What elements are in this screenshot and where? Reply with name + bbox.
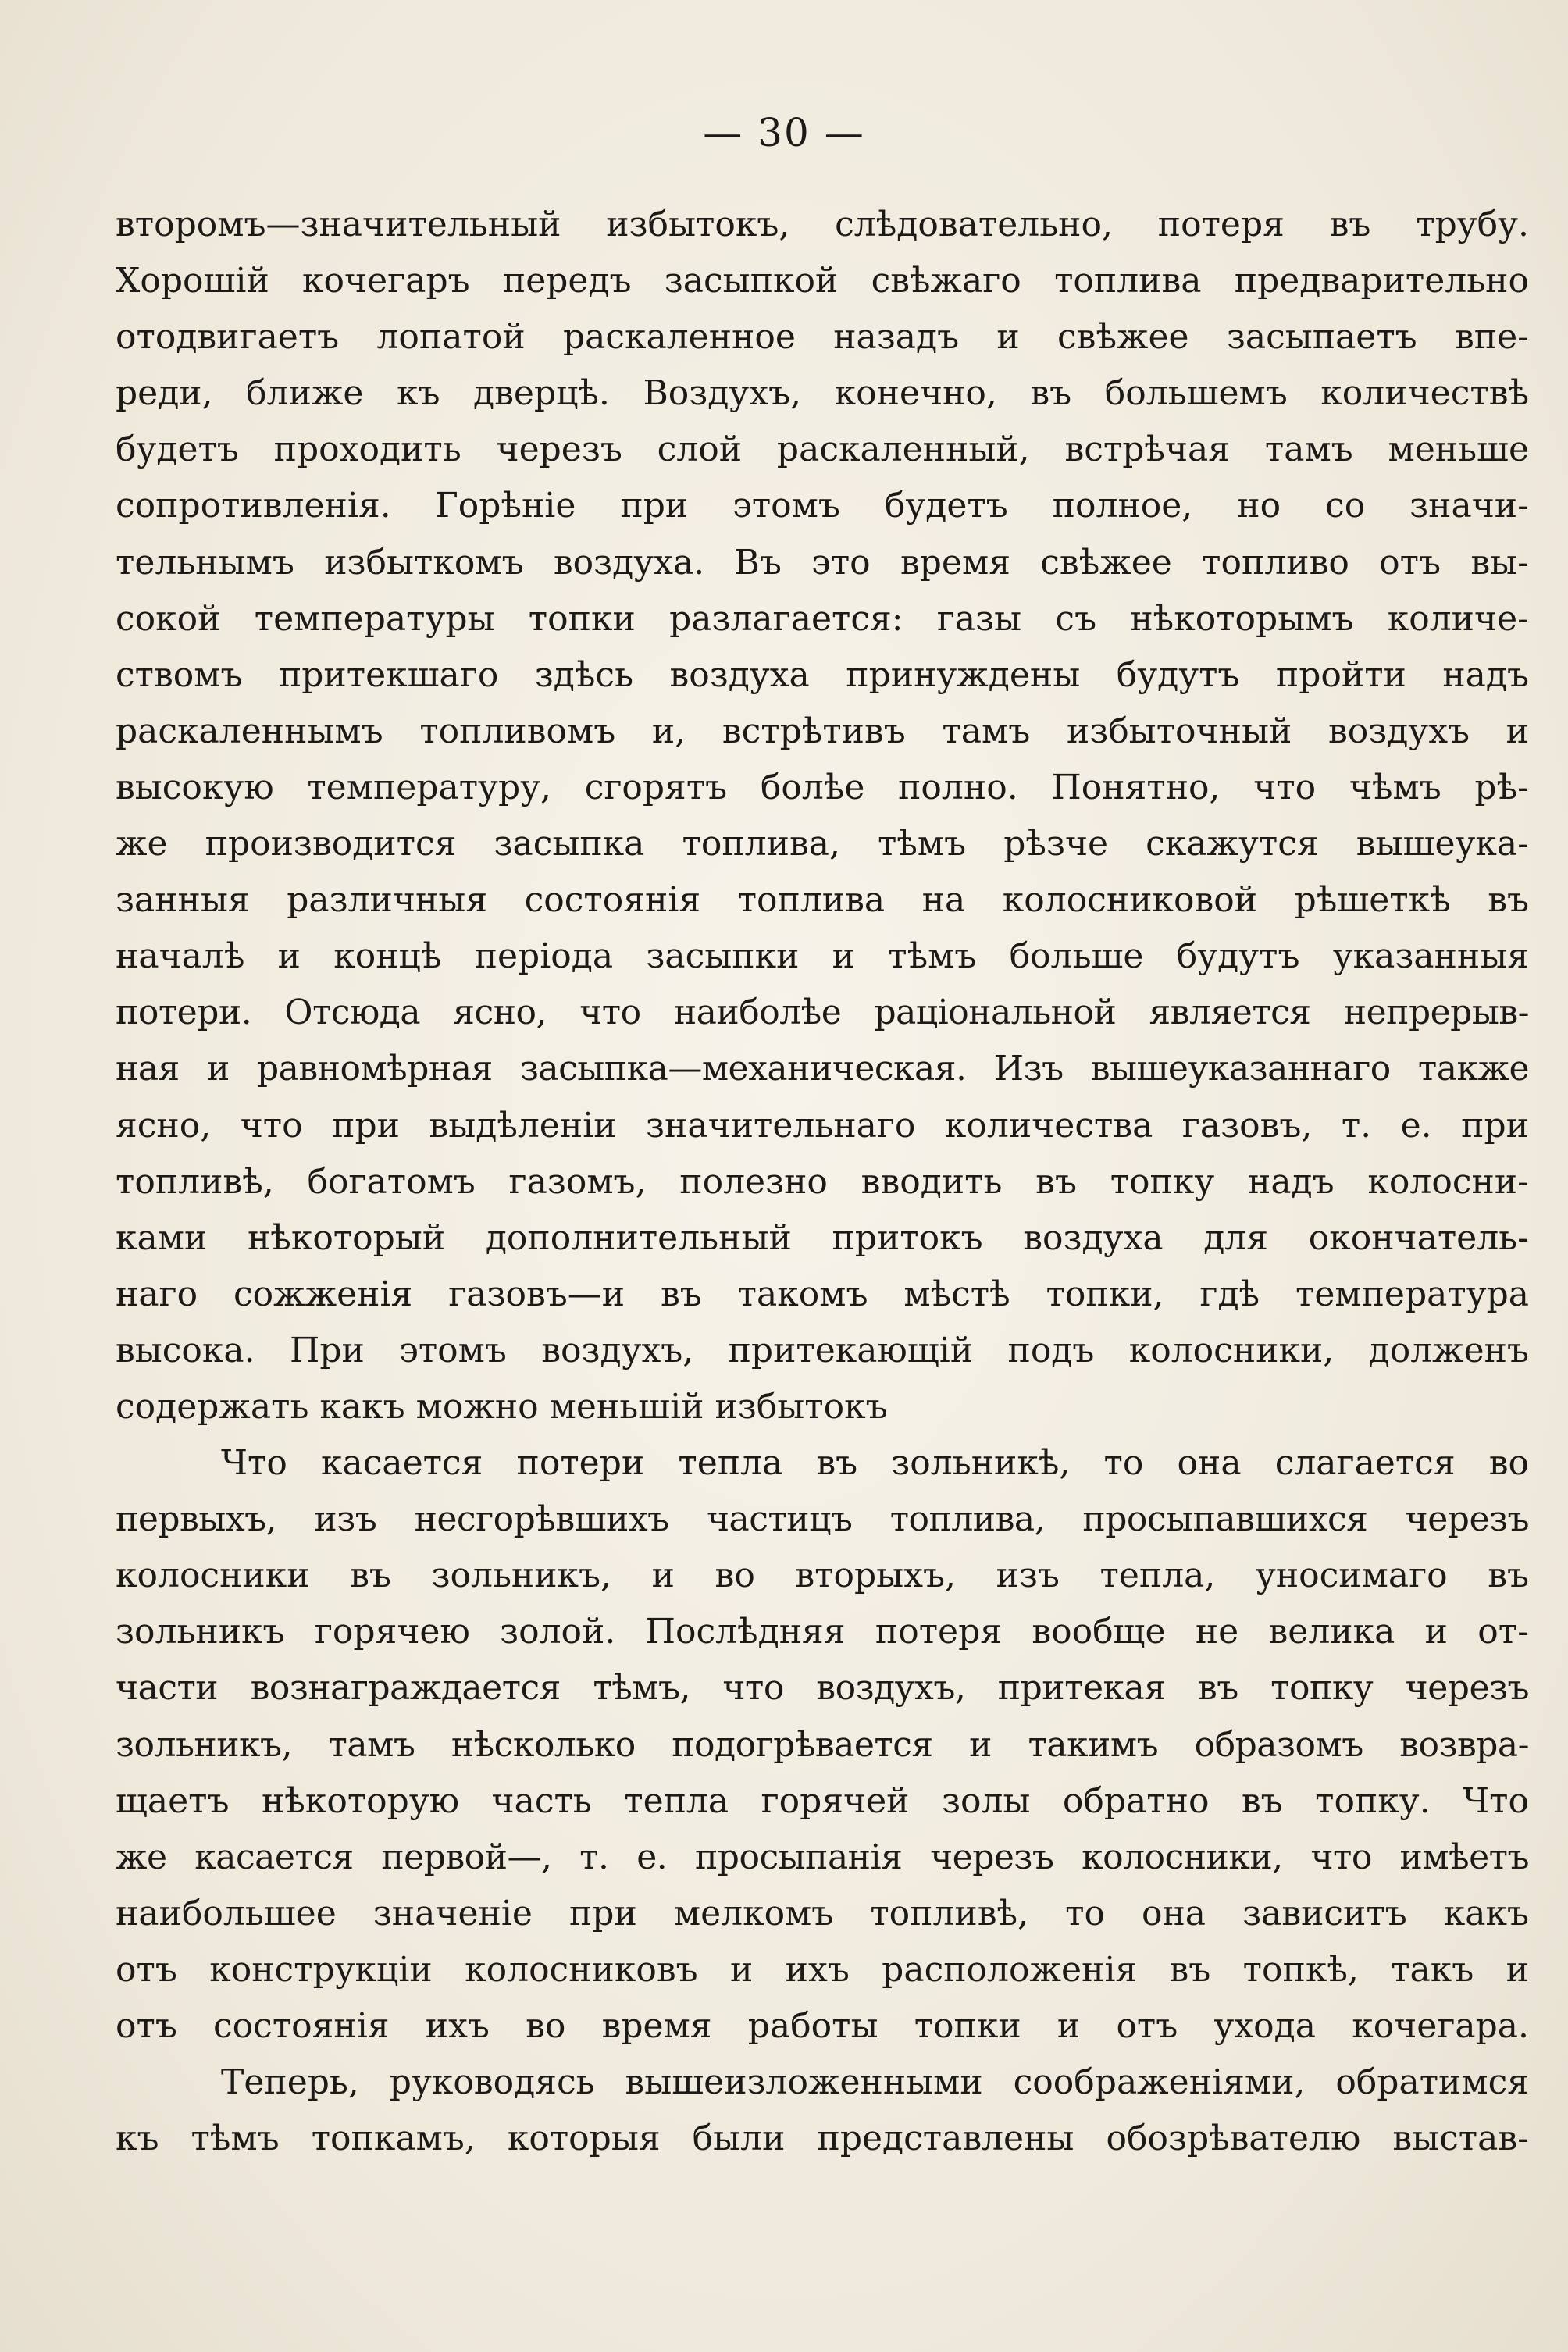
text-line: ками нѣкоторый дополнительный притокъ воздуха для окончатель- <box>116 1217 1529 1258</box>
text-line: потери. Отсюда ясно, что наиболѣе раціональной является непрерыв- <box>116 992 1529 1033</box>
text-line: наго сожженія газовъ—и въ такомъ мѣстѣ топки, гдѣ температура <box>116 1274 1529 1314</box>
text-line: топливѣ, богатомъ газомъ, полезно вводить въ топку надъ колосни- <box>116 1161 1529 1202</box>
text-line: занныя различныя состоянія топлива на колосниковой рѣшеткѣ въ <box>116 880 1529 921</box>
text-line: Хорошій кочегаръ передъ засыпкой свѣжаго топлива предварительно <box>116 261 1529 301</box>
text-line: второмъ—значительный избытокъ, слѣдовательно, потеря въ трубу. <box>116 205 1529 244</box>
text-line: зольникъ, тамъ нѣсколько подогрѣвается и такимъ образомъ возвра- <box>116 1724 1529 1765</box>
text-line: ствомъ притекшаго здѣсь воздуха принуждены будутъ пройти надъ <box>116 654 1529 695</box>
text-line: будетъ проходить черезъ слой раскаленный, встрѣчая тамъ меньше <box>116 429 1529 470</box>
body-text <box>116 197 1529 2167</box>
text-line: къ тѣмъ топкамъ, которыя были представлены обозрѣвателю выстав- <box>116 2119 1529 2159</box>
paragraph-start-line: Теперь, руководясь вышеизложенными соображеніями, обратимся <box>221 2062 1529 2103</box>
text-line: высока. При этомъ воздухъ, притекающій подъ колосники, долженъ <box>116 1330 1529 1370</box>
text-line: реди, ближе къ дверцѣ. Воздухъ, конечно, въ большемъ количествѣ <box>116 373 1529 414</box>
text-line: высокую температуру, сгорятъ болѣе полно. Понятно, что чѣмъ рѣ- <box>116 767 1529 807</box>
text-line: первыхъ, изъ несгорѣвшихъ частицъ топлива, просыпавшихся черезъ <box>116 1499 1529 1540</box>
text-line: ясно, что при выдѣленіи значительнаго количества газовъ, т. е. при <box>116 1105 1529 1146</box>
text-line: наибольшее значеніе при мелкомъ топливѣ, то она зависитъ какъ <box>116 1893 1529 1933</box>
text-line: части вознаграждается тѣмъ, что воздухъ, притекая въ топку черезъ <box>116 1668 1529 1709</box>
text-line: тельнымъ избыткомъ воздуха. Въ это время свѣжее топливо отъ вы- <box>116 542 1529 583</box>
text-line: ная и равномѣрная засыпка—механическая. Изъ вышеуказаннаго также <box>116 1049 1529 1089</box>
text-line: отъ состоянія ихъ во время работы топки и отъ ухода кочегара. <box>116 2006 1529 2046</box>
text-line: содержать какъ можно меньшій избытокъ <box>116 1386 888 1427</box>
text-line: сопротивленія. Горѣніе при этомъ будетъ полное, но со значи- <box>116 486 1529 526</box>
text-line: зольникъ горячею золой. Послѣдняя потеря вообще не велика и от- <box>116 1612 1529 1652</box>
paragraph-start-line: Что касается потери тепла въ зольникѣ, то она слагается во <box>221 1443 1529 1484</box>
page-number: — 30 — <box>703 110 865 155</box>
text-line: отодвигаетъ лопатой раскаленное назадъ и свѣжее засыпаетъ впе- <box>116 317 1529 358</box>
text-line: колосники въ зольникъ, и во вторыхъ, изъ тепла, уносимаго въ <box>116 1556 1529 1596</box>
text-line: сокой температуры топки разлагается: газы съ нѣкоторымъ количе- <box>116 598 1529 639</box>
text-line: же производится засыпка топлива, тѣмъ рѣзче скажутся вышеука- <box>116 824 1529 864</box>
text-line: раскаленнымъ топливомъ и, встрѣтивъ тамъ избыточный воздухъ и <box>116 711 1529 751</box>
text-line: щаетъ нѣкоторую часть тепла горячей золы обратно въ топку. Что <box>116 1780 1529 1821</box>
text-line: началѣ и концѣ періода засыпки и тѣмъ больше будутъ указанныя <box>116 936 1529 977</box>
text-line: же касается первой—, т. е. просыпанія черезъ колосники, что имѣетъ <box>116 1837 1529 1877</box>
text-line: отъ конструкціи колосниковъ и ихъ расположенія въ топкѣ, такъ и <box>116 1949 1529 1990</box>
